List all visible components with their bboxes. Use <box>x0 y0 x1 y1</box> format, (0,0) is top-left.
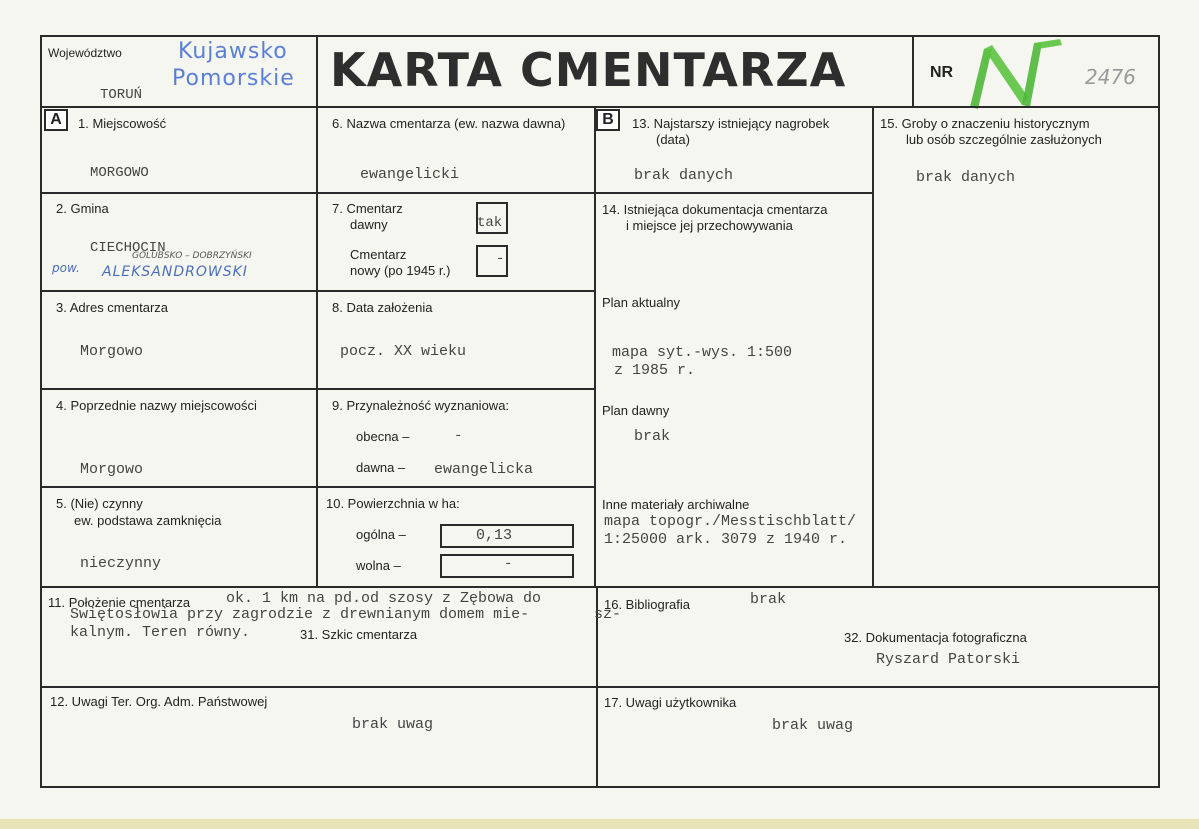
other-materials-line2: 1:25000 ark. 3079 z 1940 r. <box>604 531 848 548</box>
field-9-current-label: obecna – <box>356 429 410 444</box>
field-1-value: MORGOWO <box>90 165 149 181</box>
field-1-label: 1. Miejscowość <box>78 116 167 131</box>
plan-old-value: brak <box>634 428 671 445</box>
field-11-label: 11. Położenie cmentarza <box>48 595 191 610</box>
field-4-label: 4. Poprzednie nazwy miejscowości <box>56 398 257 413</box>
field-10-free-label: wolna – <box>356 558 401 573</box>
plan-old-label: Plan dawny <box>602 403 670 418</box>
green-n-mark <box>962 35 1072 113</box>
field-7-new-line2: nowy (po 1945 r.) <box>350 263 451 278</box>
field-2-hand-line2: ALEKSANDROWSKI <box>102 264 248 280</box>
field-14-label-line1: 14. Istniejąca dokumentacja cmentarza <box>602 202 828 217</box>
cemetery-form <box>40 35 1160 788</box>
field-14-label-line2: i miejsce jej przechowywania <box>626 218 793 233</box>
field-9-former-value: ewangelicka <box>434 461 534 478</box>
field-10-total-value: 0,13 <box>476 527 513 544</box>
nr-label: NR <box>930 64 954 81</box>
field-32-label: 32. Dokumentacja fotograficzna <box>844 630 1027 645</box>
field-11-line3: kalnym. Teren równy. <box>70 624 251 641</box>
section-b-marker: B <box>596 109 620 131</box>
field-31-label: 31. Szkic cmentarza <box>300 627 418 642</box>
field-11-line2: Swiętosłowia przy zagrodzie z drewnianym domem mie- <box>70 606 530 623</box>
field-7-label-line2: dawny <box>350 217 388 232</box>
field-9-current-value: - <box>454 428 463 444</box>
plan-current-line2: z 1985 r. <box>614 362 696 379</box>
field-4-value: Morgowo <box>80 461 144 478</box>
plan-current-line1: mapa syt.-wys. 1:500 <box>612 344 793 361</box>
field-7-new-line1: Cmentarz <box>350 247 407 262</box>
field-10-total-label: ogólna – <box>356 527 406 542</box>
field-11-line1: ok. 1 km na pd.od szosy z Zębowa do <box>226 590 542 607</box>
field-2-hand-prefix: pow. <box>52 261 80 275</box>
field-10-label: 10. Powierzchnia w ha: <box>326 496 460 511</box>
field-10-free-value: - <box>504 556 513 572</box>
field-8-value: pocz. XX wieku <box>340 343 467 360</box>
voivodeship-label: Województwo <box>48 46 122 60</box>
field-8-label: 8. Data założenia <box>332 300 433 315</box>
field-7-label-line1: 7. Cmentarz <box>332 201 403 216</box>
field-3-value: Morgowo <box>80 343 144 360</box>
field-6-value: ewangelicki <box>360 166 460 183</box>
field-6-label: 6. Nazwa cmentarza (ew. nazwa dawna) <box>332 116 566 131</box>
field-17-value: brak uwag <box>772 717 854 734</box>
field-2-hand-line1: GOLUBSKO – DOBRZYŃSKI <box>132 251 252 261</box>
other-materials-line1: mapa topogr./Messtischblatt/ <box>604 513 857 530</box>
field-9-former-label: dawna – <box>356 460 406 475</box>
field-17-label: 17. Uwagi użytkownika <box>604 695 737 710</box>
voivodeship-stamp-line2: Pomorskie <box>172 66 295 91</box>
field-13-value: brak danych <box>634 167 734 184</box>
field-5-label-line2: ew. podstawa zamknięcia <box>74 513 222 528</box>
field-12-label: 12. Uwagi Ter. Org. Adm. Państwowej <box>50 694 268 709</box>
voivodeship-stamp-line1: Kujawsko <box>178 39 288 64</box>
field-16-label: 16. Bibliografia <box>604 597 690 612</box>
field-7-old-value: tak <box>477 215 503 231</box>
field-13-label-line2: (data) <box>656 132 690 147</box>
field-5-value: nieczynny <box>80 555 162 572</box>
field-16-value: brak <box>750 591 787 608</box>
section-a-marker: A <box>44 109 68 131</box>
voivodeship-typed-value: TORUŃ <box>100 87 143 103</box>
field-12-value: brak uwag <box>352 716 434 733</box>
field-2-value: CIECHOCIN <box>90 240 166 256</box>
field-15-label-line2: lub osób szczególnie zasłużonych <box>906 132 1102 147</box>
field-15-label-line1: 15. Groby o znaczeniu historycznym <box>880 116 1090 131</box>
field-2-label: 2. Gmina <box>56 201 109 216</box>
form-title: KARTA CMENTARZA <box>330 43 847 97</box>
field-11-line2-tail: sz- <box>594 606 622 623</box>
field-3-label: 3. Adres cmentarza <box>56 300 168 315</box>
field-13-label-line1: 13. Najstarszy istniejący nagrobek <box>632 116 830 131</box>
card-bottom-edge <box>0 819 1199 829</box>
field-15-value: brak danych <box>916 169 1016 186</box>
nr-handwritten-value: 2476 <box>1085 65 1136 89</box>
field-32-value: Ryszard Patorski <box>876 651 1021 668</box>
field-7-new-value: - <box>496 251 505 267</box>
field-9-label: 9. Przynależność wyznaniowa: <box>332 398 510 413</box>
plan-current-label: Plan aktualny <box>602 295 681 310</box>
other-materials-label: Inne materiały archiwalne <box>602 497 750 512</box>
field-5-label-line1: 5. (Nie) czynny <box>56 496 143 511</box>
